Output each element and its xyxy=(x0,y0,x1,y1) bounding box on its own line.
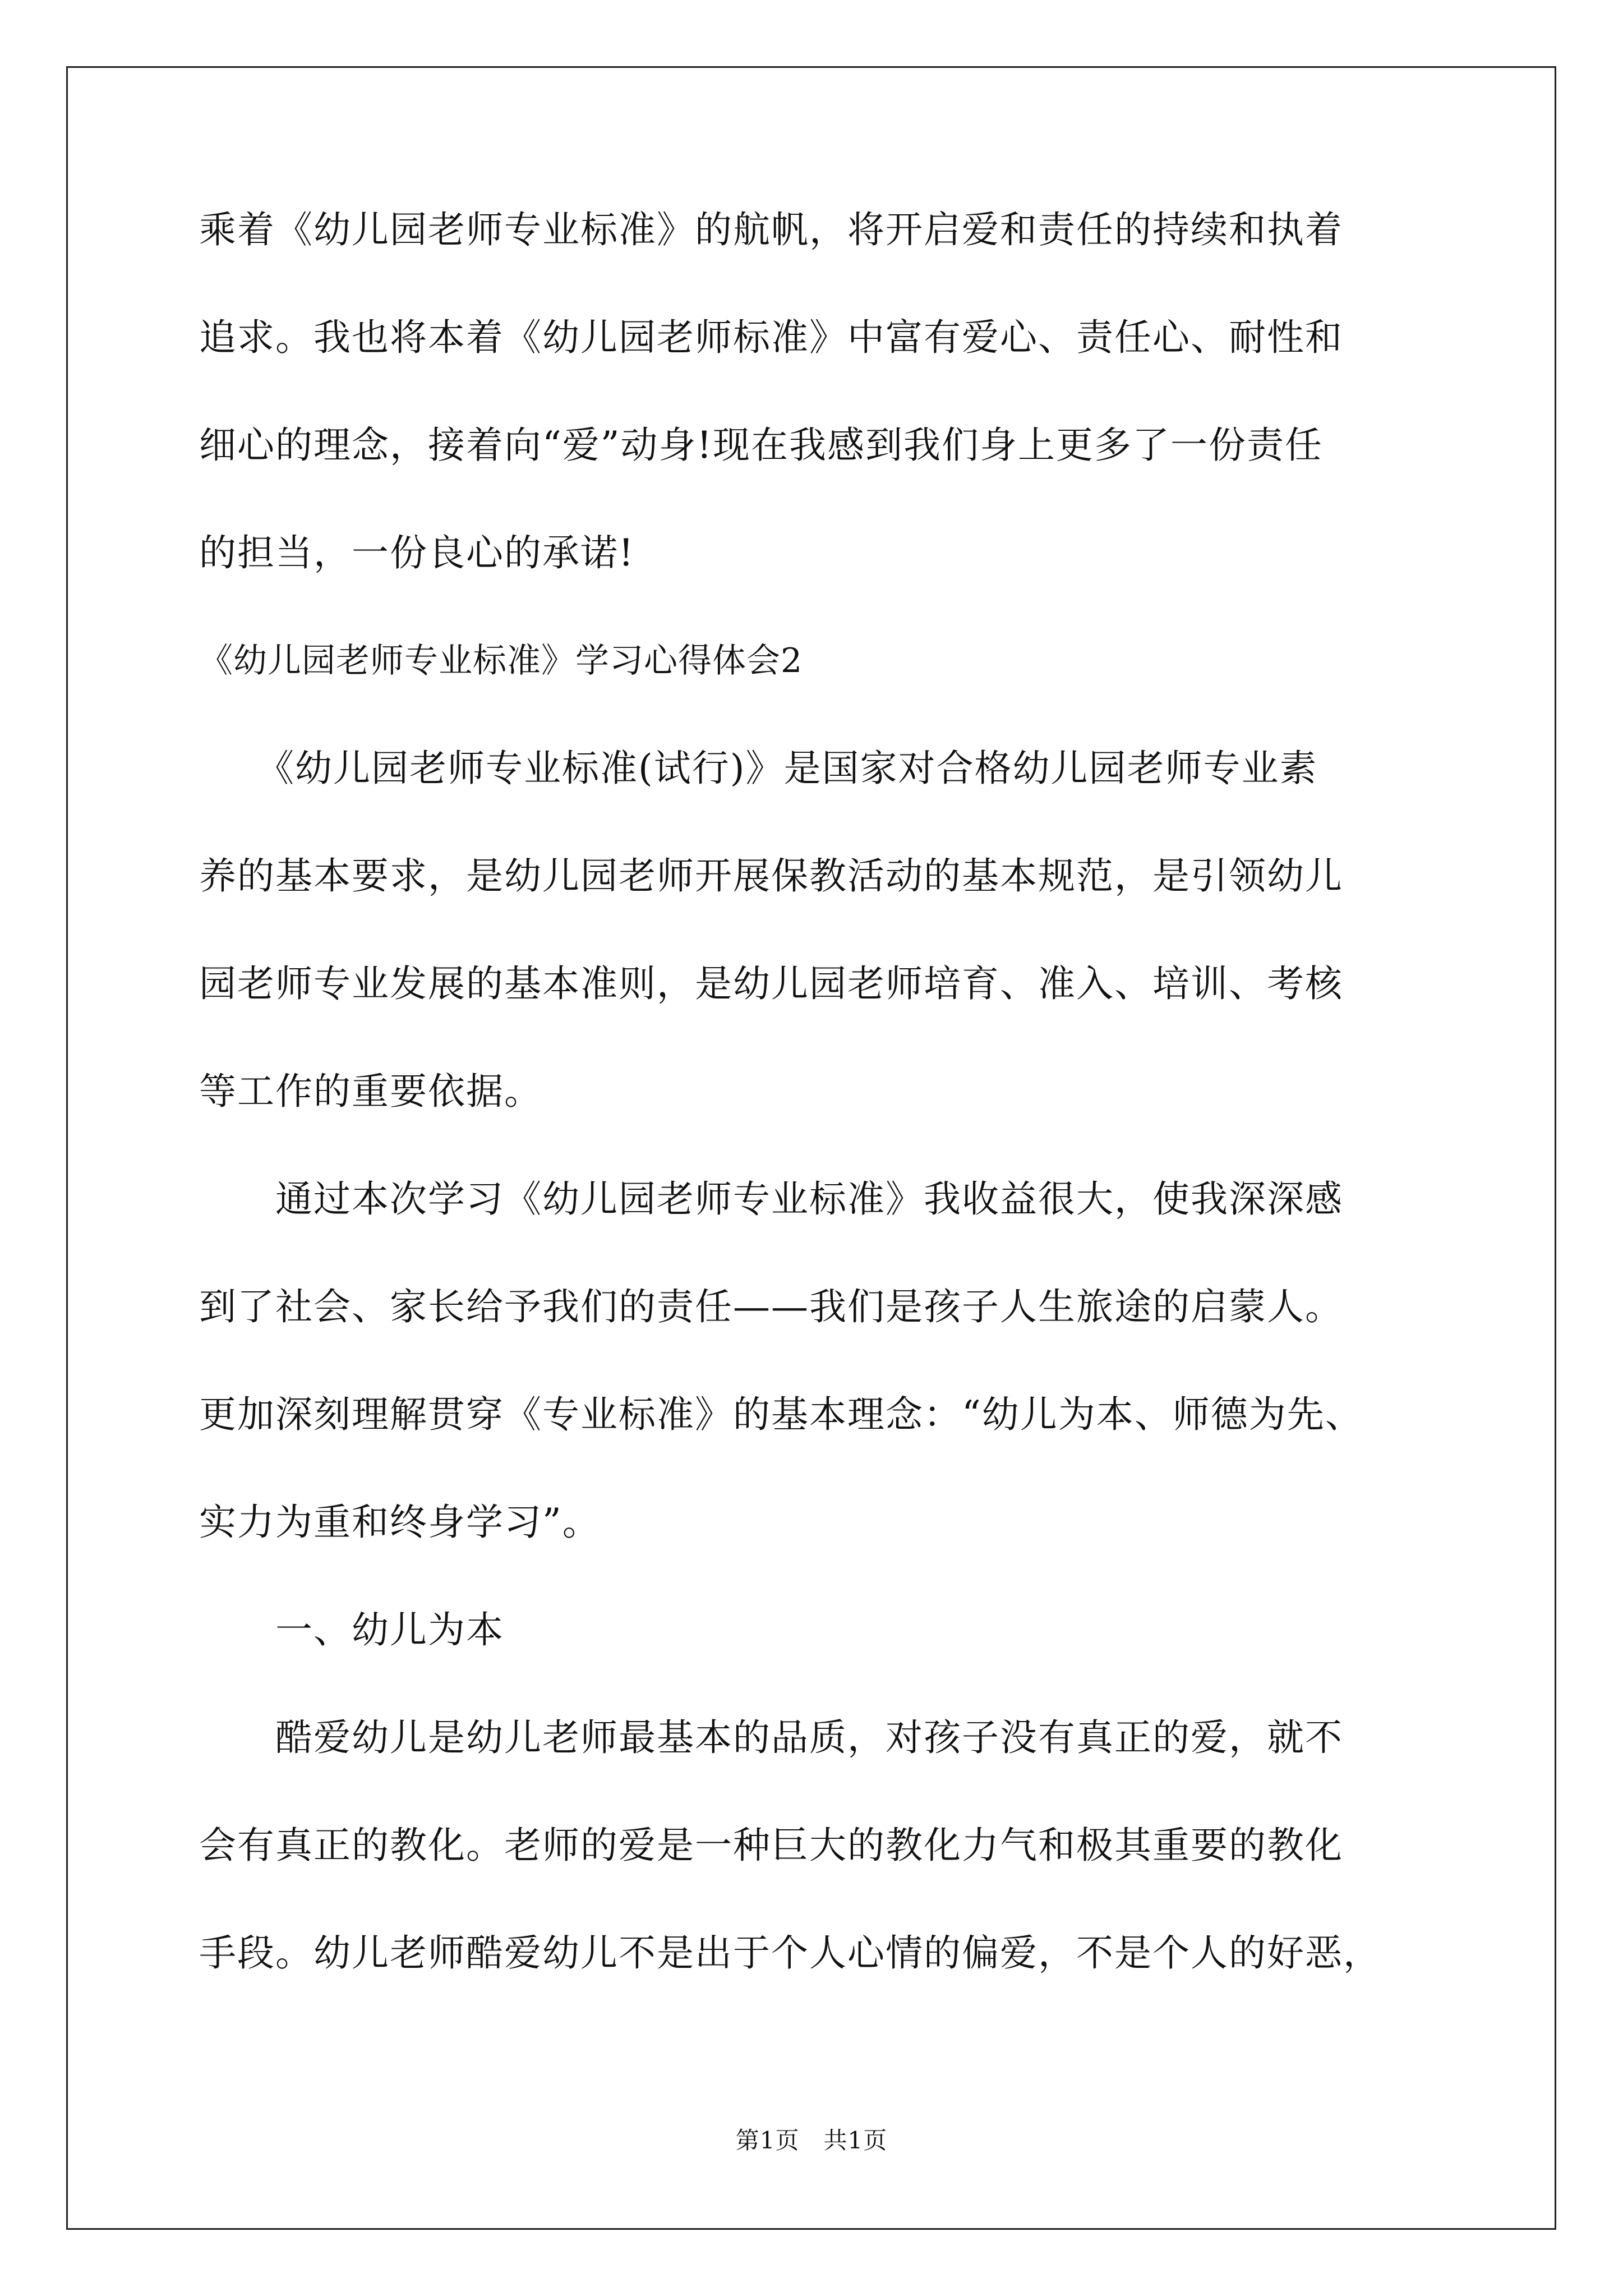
text-line: 《幼儿园老师专业标准(试行)》是国家对合格幼儿园老师专业素 xyxy=(199,747,1318,790)
text-line: 养的基本要求，是幼儿园老师开展保教活动的基本规范，是引领幼儿 xyxy=(199,854,1343,898)
text-line: 的担当，一份良心的承诺! xyxy=(199,531,635,574)
text-line: 等工作的重要依据。 xyxy=(199,1070,542,1113)
text-line: 乘着《幼儿园老师专业标准》的航帆，将开启爱和责任的持续和执着 xyxy=(199,208,1343,251)
text-line: 实力为重和终身学习”。 xyxy=(199,1501,601,1544)
text-line: 更加深刻理解贯穿《专业标准》的基本理念：“幼儿为本、师德为先、 xyxy=(199,1393,1363,1436)
subheading: 一、幼儿为本 xyxy=(199,1608,504,1651)
text-line: 到了社会、家长给予我们的责任——我们是孩子人生旅途的启蒙人。 xyxy=(199,1285,1343,1328)
text-line: 园老师专业发展的基本准则，是幼儿园老师培育、准入、培训、考核 xyxy=(199,962,1343,1005)
text-line: 追求。我也将本着《幼儿园老师标准》中富有爱心、责任心、耐性和 xyxy=(199,316,1343,359)
text-line: 会有真正的教化。老师的爱是一种巨大的教化力气和极其重要的教化 xyxy=(199,1824,1343,1867)
text-line: 手段。幼儿老师酷爱幼儿不是出于个人心情的偏爱，不是个人的好恶， xyxy=(199,1931,1381,1975)
text-line: 细心的理念，接着向“爱”动身!现在我感到我们身上更多了一份责任 xyxy=(199,424,1324,467)
text-line: 酷爱幼儿是幼儿老师最基本的品质，对孩子没有真正的爱，就不 xyxy=(199,1716,1343,1759)
text-line: 通过本次学习《幼儿园老师专业标准》我收益很大，使我深深感 xyxy=(199,1177,1343,1221)
document-body xyxy=(199,203,1433,2034)
section-title: 《幼儿园老师专业标准》学习心得体会2 xyxy=(199,641,803,680)
page-number: 第1页 共1页 xyxy=(735,2127,888,2154)
